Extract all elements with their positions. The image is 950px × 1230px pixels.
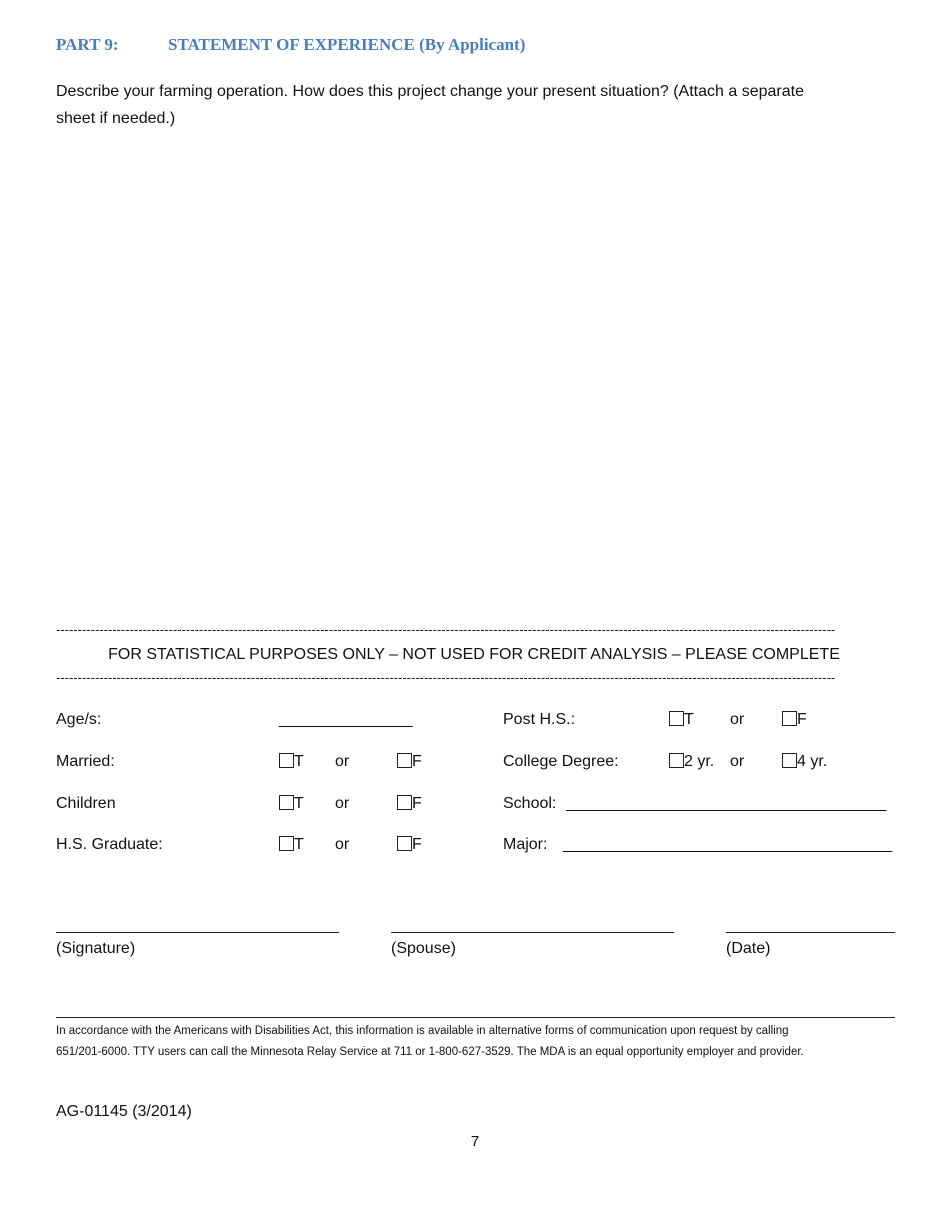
- children-label: Children: [56, 795, 116, 812]
- children-false-option[interactable]: [397, 795, 422, 813]
- post-hs-label: Post H.S.:: [503, 711, 576, 728]
- hs-graduate-or: or: [335, 836, 350, 853]
- married-true-label: T: [294, 753, 304, 770]
- spouse-signature-line[interactable]: [391, 932, 674, 933]
- signature-label: (Signature): [56, 940, 136, 957]
- major-label: Major:: [503, 836, 548, 853]
- college-4yr-option[interactable]: [782, 753, 827, 771]
- college-4yr-label: 4 yr.: [797, 753, 828, 770]
- age-label: Age/s:: [56, 711, 102, 728]
- dashed-divider-bottom: ------------------------------------------------------------------------------------------------------------------------------------------------------------------------------------: [56, 670, 836, 685]
- married-true-option[interactable]: [279, 753, 304, 771]
- hs-graduate-false-checkbox[interactable]: [397, 836, 412, 851]
- major-input[interactable]: _____________________________________: [563, 836, 893, 853]
- post-hs-or: or: [730, 711, 745, 728]
- experience-answer-area[interactable]: [56, 140, 892, 610]
- hs-graduate-true-checkbox[interactable]: [279, 836, 294, 851]
- children-false-checkbox[interactable]: [397, 795, 412, 810]
- date-label: (Date): [726, 940, 771, 957]
- post-hs-true-checkbox[interactable]: [669, 711, 684, 726]
- hs-graduate-true-label: T: [294, 836, 304, 853]
- post-hs-false-label: F: [797, 711, 807, 728]
- signature-line[interactable]: [56, 932, 339, 933]
- married-or: or: [335, 753, 350, 770]
- dashed-divider-top: ------------------------------------------------------------------------------------------------------------------------------------------------------------------------------------: [56, 622, 836, 637]
- children-true-label: T: [294, 795, 304, 812]
- children-false-label: F: [412, 795, 422, 812]
- married-label: Married:: [56, 753, 115, 770]
- ada-notice-line-1: In accordance with the Americans with Disabilities Act, this information is available in alternative forms of communication upon request by calling: [56, 1025, 789, 1037]
- hs-graduate-label: H.S. Graduate:: [56, 836, 163, 853]
- page-number: 7: [470, 1133, 480, 1150]
- prompt-line-1: Describe your farming operation. How does this project change your present situation? (Attach a separate: [56, 83, 804, 100]
- college-2yr-checkbox[interactable]: [669, 753, 684, 768]
- college-2yr-option[interactable]: [669, 753, 714, 771]
- married-false-label: F: [412, 753, 422, 770]
- post-hs-true-option[interactable]: [669, 711, 694, 729]
- college-degree-label: College Degree:: [503, 753, 619, 770]
- school-input[interactable]: ____________________________________: [566, 795, 887, 812]
- college-4yr-checkbox[interactable]: [782, 753, 797, 768]
- children-true-option[interactable]: [279, 795, 304, 813]
- statistical-banner: FOR STATISTICAL PURPOSES ONLY – NOT USED FOR CREDIT ANALYSIS – PLEASE COMPLETE: [108, 646, 840, 663]
- hs-graduate-false-option[interactable]: [397, 836, 422, 854]
- married-false-option[interactable]: [397, 753, 422, 771]
- hs-graduate-false-label: F: [412, 836, 422, 853]
- form-id: AG-01145 (3/2014): [56, 1103, 192, 1120]
- ada-notice-line-2: 651/201-6000. TTY users can call the Minnesota Relay Service at 711 or 1-800-627-3529. The MDA is an equal opportunity employer and provider.: [56, 1046, 804, 1058]
- part-number: PART 9:: [56, 35, 119, 54]
- school-label: School:: [503, 795, 557, 812]
- hs-graduate-true-option[interactable]: [279, 836, 304, 854]
- spouse-label: (Spouse): [391, 940, 456, 957]
- children-or: or: [335, 795, 350, 812]
- college-or: or: [730, 753, 745, 770]
- post-hs-true-label: T: [684, 711, 694, 728]
- section-title: STATEMENT OF EXPERIENCE (By Applicant): [168, 35, 526, 54]
- married-false-checkbox[interactable]: [397, 753, 412, 768]
- date-line[interactable]: [726, 932, 895, 933]
- notice-divider: [56, 1017, 895, 1018]
- age-input[interactable]: _______________: [279, 711, 413, 728]
- post-hs-false-option[interactable]: [782, 711, 807, 729]
- children-true-checkbox[interactable]: [279, 795, 294, 810]
- post-hs-false-checkbox[interactable]: [782, 711, 797, 726]
- college-2yr-label: 2 yr.: [684, 753, 715, 770]
- prompt-line-2: sheet if needed.): [56, 110, 176, 127]
- married-true-checkbox[interactable]: [279, 753, 294, 768]
